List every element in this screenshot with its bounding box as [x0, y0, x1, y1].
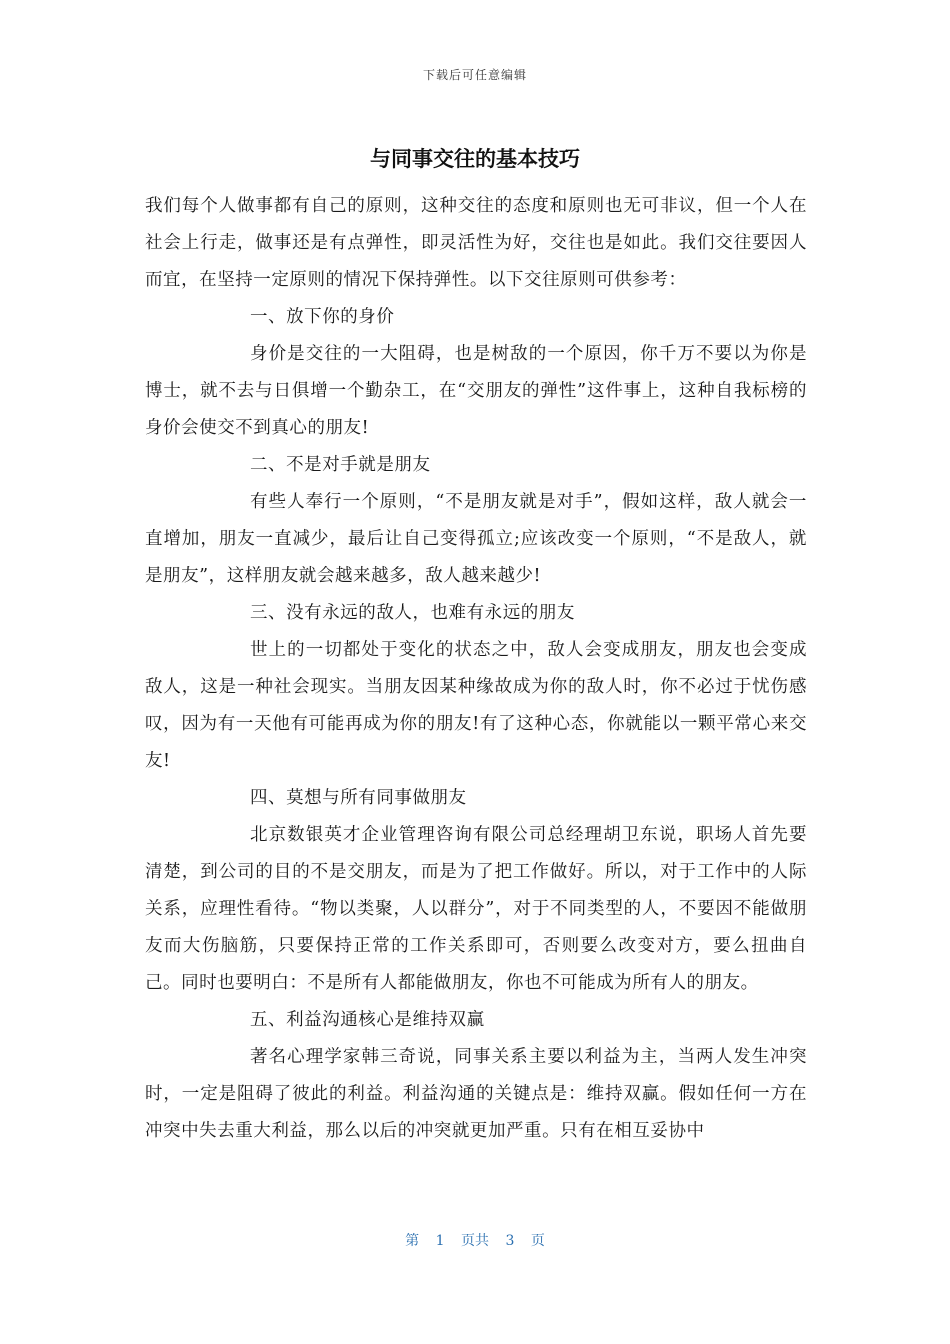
document-title: 与同事交往的基本技巧 [370, 147, 580, 171]
document-body [145, 188, 807, 1150]
section-heading: 一、放下你的身价 [250, 307, 395, 327]
footer-suffix: 页 [530, 1233, 545, 1249]
section-heading: 二、不是对手就是朋友 [250, 455, 431, 475]
body-paragraph: 著名心理学家韩三奇说，同事关系主要以利益为主，当两人发生冲突时，一定是阻碍了彼此的利益。利益沟通的关键点是：维持双赢。假如任何一方在冲突中失去重大利益，那么以后的冲突就更加严重。只有在相互妥协中 [145, 1047, 807, 1141]
body-paragraph: 有些人奉行一个原则，“不是朋友就是对手”，假如这样，敌人就会一直增加，朋友一直减少，最后让自己变得孤立;应该改变一个原则，“不是敌人，就是朋友”，这样朋友就会越来越多，敌人越来越少! [145, 492, 807, 586]
body-paragraph: 世上的一切都处于变化的状态之中，敌人会变成朋友，朋友也会变成敌人，这是一种社会现实。当朋友因某种缘故成为你的敌人时，你不必过于忧伤感叹，因为有一天他有可能再成为你的朋友!有了这种心态，你就能以一颗平常心来交友! [145, 640, 807, 771]
intro-paragraph: 我们每个人做事都有自己的原则，这种交往的态度和原则也无可非议，但一个人在社会上行走，做事还是有点弹性，即灵活性为好，交往也是如此。我们交往要因人而宜，在坚持一定原则的情况下保持弹性。以下交往原则可供参考： [145, 196, 807, 290]
section-heading: 五、利益沟通核心是维持双赢 [250, 1010, 485, 1030]
section-heading: 四、莫想与所有同事做朋友 [250, 788, 467, 808]
footer-middle: 页共 [461, 1233, 489, 1249]
total-page-count: 3 [505, 1233, 515, 1249]
page-footer [0, 1230, 950, 1250]
body-paragraph: 身价是交往的一大阻碍，也是树敌的一个原因，你千万不要以为你是博士，就不去与日俱增一个勤杂工，在“交朋友的弹性”这件事上，这种自我标榜的身价会使交不到真心的朋友! [145, 344, 807, 438]
current-page-number: 1 [435, 1233, 445, 1249]
section-heading: 三、没有永远的敌人，也难有永远的朋友 [250, 603, 575, 623]
header-note: 下载后可任意编辑 [422, 68, 527, 82]
body-paragraph: 北京数银英才企业管理咨询有限公司总经理胡卫东说，职场人首先要清楚，到公司的目的不是交朋友，而是为了把工作做好。所以，对于工作中的人际关系，应理性看待。“物以类聚，人以群分”，对于不同类型的人，不要因不能做朋友而大伤脑筋，只要保持正常的工作关系即可，否则要么改变对方，要么扭曲自己。同时也要明白：不是所有人都能做朋友，你也不可能成为所有人的朋友。 [145, 825, 807, 993]
footer-prefix: 第 [405, 1233, 420, 1249]
